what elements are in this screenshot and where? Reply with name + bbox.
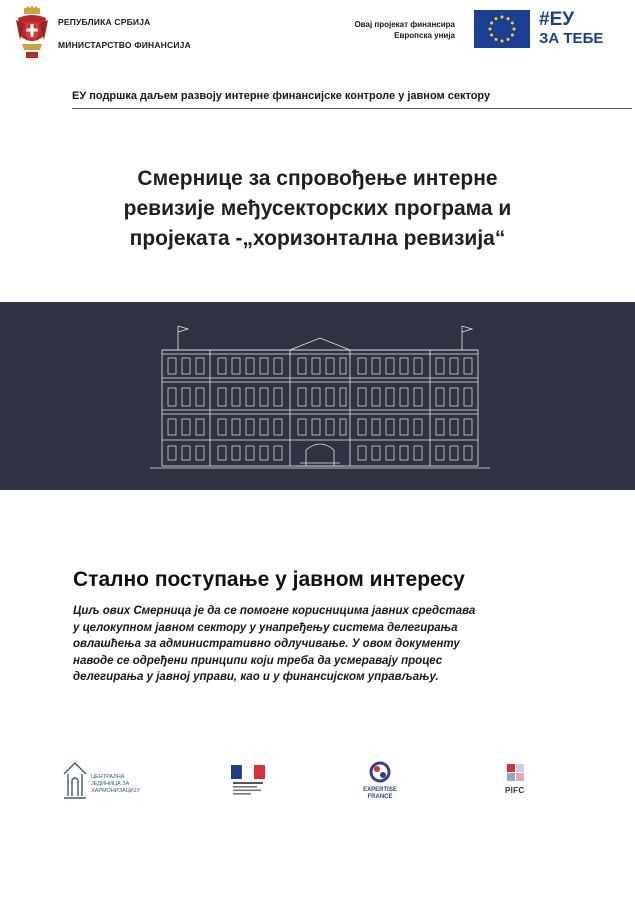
expertise-line1: EXPERTISE [363,787,397,793]
section-heading: Стално поступање у јавном интересу [73,568,465,591]
pifc-logo-text: PIFC [505,786,525,795]
subtitle-divider [72,108,632,109]
funding-note-line1: Овај пројекат финансира [354,20,455,29]
coat-of-arms-icon [14,6,50,62]
french-republic-logo-icon [231,765,265,797]
title-line-1: Смернице за спровођење интерне [137,167,498,190]
intro-paragraph [73,603,533,686]
body-line-3: овлашћења за административно одлучивање. У овом документу [73,638,460,650]
chu-logo-icon [62,760,88,800]
body-line-5: делегирања у јавној управи, као и у финансијском управљању. [73,671,439,683]
ministry-name-line1: РЕПУБЛИКА СРБИЈА [58,17,151,27]
project-subtitle: ЕУ подршка даљем развоју интерне финансијске контроле у јавном сектору [72,90,491,102]
body-line-1: Циљ ових Смерница је да се помогне корисницима јавних средстава [73,605,476,617]
expertise-france-logo-text [352,787,408,801]
funding-note-line2: Европска унија [394,31,455,40]
document-title [0,164,635,254]
body-line-2: у целокупном јавном сектору у унапређењу система делегирања [73,621,458,634]
body-line-4: наводе се одређени принципи који треба да усмеравају процес [73,654,443,667]
eu-hashtag-line1: #ЕУ [539,9,575,30]
ministry-name-line2: МИНИСТАРСТВО ФИНАНСИЈА [58,40,191,50]
chu-logo-text-line2: ЈЕДИНИЦА ЗА [91,781,130,787]
eu-flag-icon [474,10,530,48]
eu-hashtag-line2: ЗА ТЕБЕ [539,30,604,47]
expertise-line2: FRANCE [367,794,393,800]
title-line-2: ревизије међусекторских програма и [123,197,512,220]
ministry-building-illustration [150,318,490,470]
chu-logo-text-line1: ЦЕНТРАЛНА [91,774,125,780]
chu-logo-text-line3: ХАРМОНИЗАЦИЈУ [91,788,140,794]
title-line-3: пројеката -„хоризонтална ревизија“ [129,227,506,250]
